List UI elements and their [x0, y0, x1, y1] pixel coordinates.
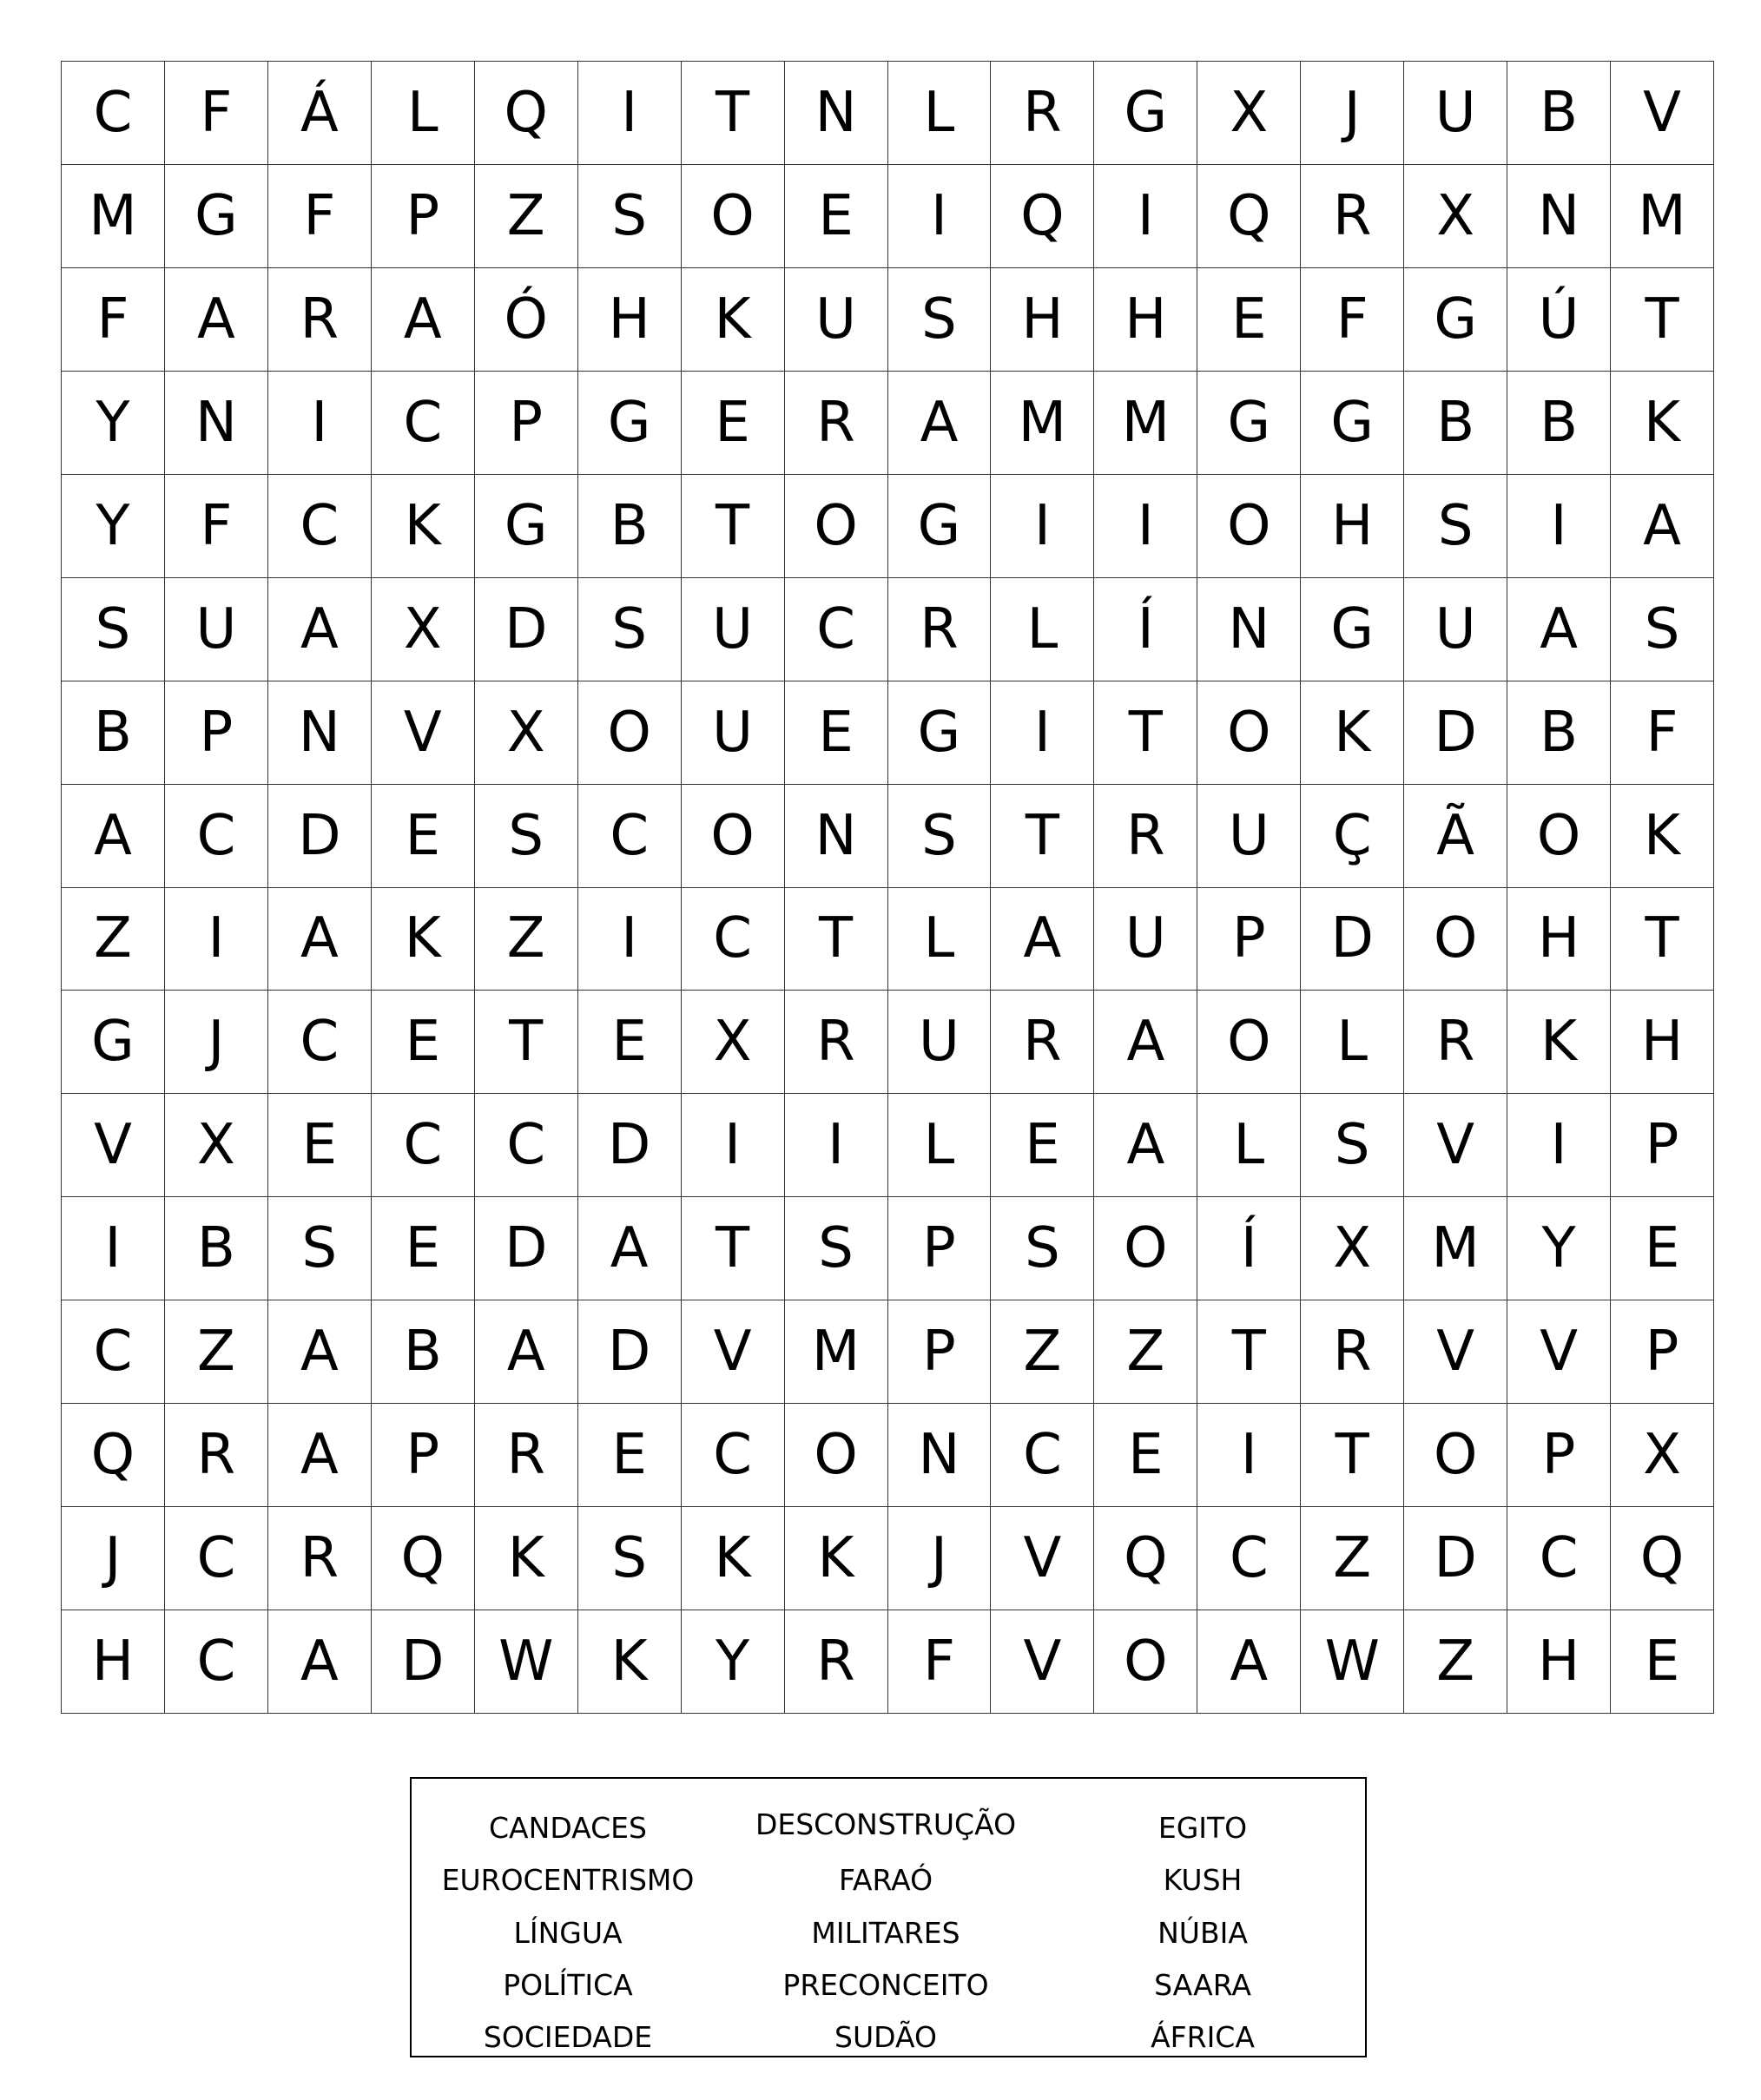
- grid-cell[interactable]: Y: [1507, 1197, 1611, 1300]
- grid-cell[interactable]: V: [372, 681, 475, 785]
- grid-cell[interactable]: F: [1301, 268, 1404, 372]
- grid-cell[interactable]: A: [888, 372, 992, 475]
- grid-cell[interactable]: Y: [682, 1610, 785, 1714]
- word-list-item: FARAÓ: [838, 1863, 933, 1897]
- grid-cell[interactable]: O: [1197, 681, 1301, 785]
- grid-cell[interactable]: T: [1197, 1300, 1301, 1404]
- grid-cell[interactable]: S: [888, 785, 992, 888]
- grid-cell[interactable]: O: [785, 1404, 888, 1507]
- grid-cell[interactable]: I: [1507, 475, 1611, 578]
- grid-cell[interactable]: D: [268, 785, 372, 888]
- grid-cell[interactable]: L: [372, 62, 475, 165]
- grid-cell[interactable]: B: [372, 1300, 475, 1404]
- grid-cell[interactable]: T: [682, 475, 785, 578]
- grid-cell[interactable]: T: [1094, 681, 1197, 785]
- grid-cell[interactable]: Q: [372, 1507, 475, 1610]
- grid-cell[interactable]: U: [165, 578, 268, 681]
- grid-cell[interactable]: V: [1404, 1094, 1507, 1197]
- grid-cell[interactable]: D: [475, 578, 578, 681]
- grid-cell[interactable]: P: [372, 165, 475, 268]
- grid-cell[interactable]: J: [888, 1507, 992, 1610]
- grid-cell[interactable]: C: [165, 1507, 268, 1610]
- grid-cell[interactable]: U: [1094, 888, 1197, 991]
- grid-cell[interactable]: O: [1404, 888, 1507, 991]
- grid-cell[interactable]: B: [1404, 372, 1507, 475]
- grid-cell[interactable]: Ç: [1301, 785, 1404, 888]
- grid-cell[interactable]: A: [1094, 991, 1197, 1094]
- grid-cell[interactable]: C: [268, 991, 372, 1094]
- grid-cell[interactable]: A: [578, 1197, 682, 1300]
- grid-cell[interactable]: E: [682, 372, 785, 475]
- grid-cell[interactable]: E: [578, 991, 682, 1094]
- grid-cell[interactable]: Z: [991, 1300, 1094, 1404]
- grid-cell[interactable]: X: [372, 578, 475, 681]
- grid-cell[interactable]: V: [1611, 62, 1714, 165]
- grid-cell[interactable]: N: [1197, 578, 1301, 681]
- grid-cell[interactable]: B: [1507, 681, 1611, 785]
- grid-cell[interactable]: O: [578, 681, 682, 785]
- grid-cell[interactable]: G: [888, 681, 992, 785]
- grid-cell[interactable]: A: [268, 888, 372, 991]
- grid-cell[interactable]: M: [1611, 165, 1714, 268]
- grid-cell[interactable]: H: [991, 268, 1094, 372]
- grid-cell[interactable]: A: [1507, 578, 1611, 681]
- grid-cell[interactable]: I: [991, 681, 1094, 785]
- grid-cell[interactable]: P: [475, 372, 578, 475]
- grid-cell[interactable]: L: [888, 62, 992, 165]
- grid-cell[interactable]: E: [1197, 268, 1301, 372]
- grid-cell[interactable]: X: [1404, 165, 1507, 268]
- word-list-item: DESCONSTRUÇÃO: [755, 1807, 1017, 1841]
- grid-cell[interactable]: I: [578, 62, 682, 165]
- grid-cell[interactable]: E: [372, 1197, 475, 1300]
- grid-cell[interactable]: I: [1094, 475, 1197, 578]
- grid-cell[interactable]: E: [785, 165, 888, 268]
- grid-cell[interactable]: S: [1404, 475, 1507, 578]
- grid-cell[interactable]: Q: [991, 165, 1094, 268]
- grid-cell[interactable]: E: [1611, 1610, 1714, 1714]
- grid-cell[interactable]: C: [62, 62, 165, 165]
- grid-cell[interactable]: X: [165, 1094, 268, 1197]
- grid-cell[interactable]: L: [888, 1094, 992, 1197]
- grid-cell[interactable]: V: [1507, 1300, 1611, 1404]
- grid-cell[interactable]: D: [1404, 1507, 1507, 1610]
- grid-cell[interactable]: J: [165, 991, 268, 1094]
- grid-cell[interactable]: H: [1507, 1610, 1611, 1714]
- grid-cell[interactable]: G: [1301, 578, 1404, 681]
- grid-cell[interactable]: Q: [1197, 165, 1301, 268]
- grid-cell[interactable]: P: [372, 1404, 475, 1507]
- grid-cell[interactable]: D: [372, 1610, 475, 1714]
- word-list-item: SOCIEDADE: [483, 2020, 653, 2054]
- grid-cell[interactable]: K: [372, 475, 475, 578]
- grid-cell[interactable]: Z: [1094, 1300, 1197, 1404]
- grid-cell[interactable]: D: [578, 1094, 682, 1197]
- grid-cell[interactable]: D: [1404, 681, 1507, 785]
- grid-cell[interactable]: F: [268, 165, 372, 268]
- grid-cell[interactable]: G: [1197, 372, 1301, 475]
- grid-cell[interactable]: T: [991, 785, 1094, 888]
- grid-cell[interactable]: S: [475, 785, 578, 888]
- grid-cell[interactable]: P: [1197, 888, 1301, 991]
- grid-cell[interactable]: P: [888, 1300, 992, 1404]
- grid-cell[interactable]: W: [1301, 1610, 1404, 1714]
- grid-cell[interactable]: S: [578, 1507, 682, 1610]
- grid-cell[interactable]: T: [475, 991, 578, 1094]
- grid-cell[interactable]: C: [165, 1610, 268, 1714]
- grid-cell[interactable]: Y: [62, 372, 165, 475]
- grid-cell[interactable]: S: [1611, 578, 1714, 681]
- grid-cell[interactable]: Í: [1094, 578, 1197, 681]
- grid-cell[interactable]: Q: [1611, 1507, 1714, 1610]
- grid-cell[interactable]: U: [1404, 578, 1507, 681]
- grid-cell[interactable]: R: [1301, 1300, 1404, 1404]
- grid-cell[interactable]: G: [62, 991, 165, 1094]
- grid-cell[interactable]: C: [62, 1300, 165, 1404]
- grid-cell[interactable]: T: [682, 1197, 785, 1300]
- grid-cell[interactable]: T: [785, 888, 888, 991]
- grid-cell[interactable]: B: [62, 681, 165, 785]
- grid-cell[interactable]: H: [1611, 991, 1714, 1094]
- grid-cell[interactable]: F: [1611, 681, 1714, 785]
- grid-cell[interactable]: B: [1507, 372, 1611, 475]
- grid-cell[interactable]: S: [268, 1197, 372, 1300]
- grid-cell[interactable]: N: [165, 372, 268, 475]
- grid-cell[interactable]: A: [991, 888, 1094, 991]
- grid-cell[interactable]: B: [1507, 62, 1611, 165]
- grid-cell[interactable]: I: [785, 1094, 888, 1197]
- grid-cell[interactable]: O: [1404, 1404, 1507, 1507]
- grid-cell[interactable]: X: [1197, 62, 1301, 165]
- grid-cell[interactable]: Z: [165, 1300, 268, 1404]
- grid-cell[interactable]: U: [785, 268, 888, 372]
- grid-cell[interactable]: I: [1197, 1404, 1301, 1507]
- grid-cell[interactable]: L: [1197, 1094, 1301, 1197]
- grid-cell[interactable]: H: [1094, 268, 1197, 372]
- grid-cell[interactable]: R: [785, 1610, 888, 1714]
- grid-cell[interactable]: M: [62, 165, 165, 268]
- grid-cell[interactable]: Ó: [475, 268, 578, 372]
- grid-cell[interactable]: O: [1197, 475, 1301, 578]
- grid-cell[interactable]: K: [682, 1507, 785, 1610]
- grid-cell[interactable]: A: [268, 1610, 372, 1714]
- grid-cell[interactable]: N: [888, 1404, 992, 1507]
- word-list-item: EUROCENTRISMO: [441, 1863, 695, 1897]
- grid-cell[interactable]: K: [1611, 372, 1714, 475]
- grid-cell[interactable]: A: [372, 268, 475, 372]
- grid-cell[interactable]: P: [1507, 1404, 1611, 1507]
- grid-cell[interactable]: C: [682, 888, 785, 991]
- grid-cell[interactable]: J: [62, 1507, 165, 1610]
- grid-cell[interactable]: H: [62, 1610, 165, 1714]
- grid-cell[interactable]: A: [268, 1404, 372, 1507]
- grid-cell[interactable]: R: [888, 578, 992, 681]
- grid-cell[interactable]: C: [1507, 1507, 1611, 1610]
- grid-cell[interactable]: D: [475, 1197, 578, 1300]
- grid-cell[interactable]: S: [991, 1197, 1094, 1300]
- grid-cell[interactable]: A: [268, 1300, 372, 1404]
- grid-cell[interactable]: G: [165, 165, 268, 268]
- grid-cell[interactable]: L: [1301, 991, 1404, 1094]
- word-list: [410, 1777, 1367, 2057]
- grid-cell[interactable]: O: [1094, 1610, 1197, 1714]
- grid-cell[interactable]: I: [62, 1197, 165, 1300]
- word-list-item: SAARA: [1154, 1968, 1251, 2002]
- grid-cell[interactable]: Z: [1404, 1610, 1507, 1714]
- grid-cell[interactable]: S: [578, 165, 682, 268]
- grid-cell[interactable]: D: [1301, 888, 1404, 991]
- grid-cell[interactable]: Í: [1197, 1197, 1301, 1300]
- grid-cell[interactable]: J: [1301, 62, 1404, 165]
- word-list-item: EGITO: [1158, 1811, 1248, 1845]
- grid-cell[interactable]: C: [372, 372, 475, 475]
- grid-cell[interactable]: F: [165, 475, 268, 578]
- grid-cell[interactable]: D: [578, 1300, 682, 1404]
- word-list-item: MILITARES: [811, 1916, 960, 1950]
- grid-cell[interactable]: G: [1404, 268, 1507, 372]
- grid-cell[interactable]: X: [1301, 1197, 1404, 1300]
- grid-cell[interactable]: R: [991, 62, 1094, 165]
- grid-cell[interactable]: U: [682, 681, 785, 785]
- grid-cell[interactable]: T: [1611, 268, 1714, 372]
- grid-cell[interactable]: O: [1197, 991, 1301, 1094]
- grid-cell[interactable]: E: [372, 991, 475, 1094]
- grid-cell[interactable]: I: [578, 888, 682, 991]
- grid-cell[interactable]: E: [785, 681, 888, 785]
- grid-cell[interactable]: R: [785, 372, 888, 475]
- grid-cell[interactable]: P: [165, 681, 268, 785]
- grid-cell[interactable]: O: [785, 475, 888, 578]
- grid-cell[interactable]: G: [888, 475, 992, 578]
- grid-cell[interactable]: R: [1301, 165, 1404, 268]
- grid-cell[interactable]: I: [268, 372, 372, 475]
- grid-cell[interactable]: Q: [62, 1404, 165, 1507]
- grid-cell[interactable]: Ú: [1507, 268, 1611, 372]
- grid-cell[interactable]: X: [682, 991, 785, 1094]
- grid-cell[interactable]: M: [991, 372, 1094, 475]
- grid-cell[interactable]: S: [1301, 1094, 1404, 1197]
- grid-cell[interactable]: R: [1094, 785, 1197, 888]
- grid-cell[interactable]: A: [62, 785, 165, 888]
- word-list-item: ÁFRICA: [1151, 2020, 1255, 2054]
- word-search-grid: [61, 61, 1714, 1714]
- grid-cell[interactable]: I: [682, 1094, 785, 1197]
- grid-cell[interactable]: S: [785, 1197, 888, 1300]
- grid-cell[interactable]: Ã: [1404, 785, 1507, 888]
- grid-cell[interactable]: O: [1094, 1197, 1197, 1300]
- grid-cell[interactable]: C: [578, 785, 682, 888]
- grid-cell[interactable]: N: [785, 785, 888, 888]
- grid-cell[interactable]: V: [991, 1507, 1094, 1610]
- grid-cell[interactable]: P: [888, 1197, 992, 1300]
- grid-cell[interactable]: O: [682, 165, 785, 268]
- grid-cell[interactable]: C: [682, 1404, 785, 1507]
- grid-cell[interactable]: H: [1301, 475, 1404, 578]
- word-list-item: PRECONCEITO: [782, 1968, 989, 2002]
- grid-cell[interactable]: Z: [1301, 1507, 1404, 1610]
- grid-cell[interactable]: K: [1507, 991, 1611, 1094]
- grid-cell[interactable]: X: [1611, 1404, 1714, 1507]
- grid-cell[interactable]: N: [268, 681, 372, 785]
- grid-cell[interactable]: E: [1611, 1197, 1714, 1300]
- grid-cell[interactable]: Y: [62, 475, 165, 578]
- grid-cell[interactable]: A: [1094, 1094, 1197, 1197]
- grid-cell[interactable]: X: [475, 681, 578, 785]
- grid-cell[interactable]: C: [268, 475, 372, 578]
- grid-cell[interactable]: A: [475, 1300, 578, 1404]
- grid-cell[interactable]: R: [1404, 991, 1507, 1094]
- grid-cell[interactable]: U: [888, 991, 992, 1094]
- grid-cell[interactable]: V: [62, 1094, 165, 1197]
- grid-cell[interactable]: U: [1197, 785, 1301, 888]
- word-list-item: LÍNGUA: [513, 1916, 623, 1950]
- grid-cell[interactable]: I: [1094, 165, 1197, 268]
- grid-cell[interactable]: B: [578, 475, 682, 578]
- grid-cell[interactable]: Z: [475, 888, 578, 991]
- word-list-item: SUDÃO: [834, 2020, 937, 2054]
- grid-cell[interactable]: O: [682, 785, 785, 888]
- grid-cell[interactable]: M: [1404, 1197, 1507, 1300]
- grid-cell[interactable]: A: [1611, 475, 1714, 578]
- grid-cell[interactable]: V: [1404, 1300, 1507, 1404]
- grid-cell[interactable]: C: [785, 578, 888, 681]
- grid-cell[interactable]: I: [165, 888, 268, 991]
- grid-cell[interactable]: R: [991, 991, 1094, 1094]
- grid-cell[interactable]: N: [1507, 165, 1611, 268]
- grid-cell[interactable]: W: [475, 1610, 578, 1714]
- grid-cell[interactable]: K: [785, 1507, 888, 1610]
- grid-cell[interactable]: E: [991, 1094, 1094, 1197]
- word-list-item: KUSH: [1163, 1863, 1243, 1897]
- grid-cell[interactable]: M: [785, 1300, 888, 1404]
- grid-cell[interactable]: K: [1611, 785, 1714, 888]
- grid-cell[interactable]: R: [785, 991, 888, 1094]
- grid-cell[interactable]: E: [1094, 1404, 1197, 1507]
- grid-cell[interactable]: Q: [1094, 1507, 1197, 1610]
- grid-cell[interactable]: S: [888, 268, 992, 372]
- grid-cell[interactable]: H: [578, 268, 682, 372]
- grid-cell[interactable]: O: [1507, 785, 1611, 888]
- word-list-item: NÚBIA: [1158, 1916, 1248, 1950]
- grid-cell[interactable]: G: [475, 475, 578, 578]
- grid-cell[interactable]: V: [682, 1300, 785, 1404]
- grid-cell[interactable]: Z: [475, 165, 578, 268]
- grid-cell[interactable]: K: [1301, 681, 1404, 785]
- grid-cell[interactable]: S: [578, 578, 682, 681]
- grid-cell[interactable]: K: [578, 1610, 682, 1714]
- grid-cell[interactable]: I: [888, 165, 992, 268]
- grid-cell[interactable]: C: [991, 1404, 1094, 1507]
- grid-cell[interactable]: Z: [62, 888, 165, 991]
- grid-cell[interactable]: L: [991, 578, 1094, 681]
- grid-cell[interactable]: L: [888, 888, 992, 991]
- grid-cell[interactable]: A: [165, 268, 268, 372]
- grid-cell[interactable]: B: [165, 1197, 268, 1300]
- word-list-item: CANDACES: [489, 1811, 647, 1845]
- grid-cell[interactable]: U: [1404, 62, 1507, 165]
- grid-cell[interactable]: F: [62, 268, 165, 372]
- grid-cell[interactable]: P: [1611, 1094, 1714, 1197]
- grid-cell[interactable]: V: [991, 1610, 1094, 1714]
- grid-cell[interactable]: A: [1197, 1610, 1301, 1714]
- grid-cell[interactable]: T: [1301, 1404, 1404, 1507]
- grid-cell[interactable]: F: [165, 62, 268, 165]
- grid-cell[interactable]: T: [682, 62, 785, 165]
- grid-cell[interactable]: P: [1611, 1300, 1714, 1404]
- grid-cell[interactable]: Á: [268, 62, 372, 165]
- grid-cell[interactable]: A: [268, 578, 372, 681]
- word-list-item: POLÍTICA: [503, 1968, 633, 2002]
- grid-cell[interactable]: R: [165, 1404, 268, 1507]
- grid-cell[interactable]: I: [991, 475, 1094, 578]
- grid-cell[interactable]: G: [1094, 62, 1197, 165]
- grid-cell[interactable]: E: [268, 1094, 372, 1197]
- grid-cell[interactable]: C: [165, 785, 268, 888]
- grid-cell[interactable]: K: [682, 268, 785, 372]
- grid-cell[interactable]: C: [475, 1094, 578, 1197]
- grid-cell[interactable]: U: [682, 578, 785, 681]
- grid-cell[interactable]: K: [475, 1507, 578, 1610]
- grid-cell[interactable]: E: [578, 1404, 682, 1507]
- grid-cell[interactable]: K: [372, 888, 475, 991]
- grid-cell[interactable]: H: [1507, 888, 1611, 991]
- grid-cell[interactable]: C: [1197, 1507, 1301, 1610]
- grid-cell[interactable]: F: [888, 1610, 992, 1714]
- grid-cell[interactable]: R: [475, 1404, 578, 1507]
- grid-cell[interactable]: Q: [475, 62, 578, 165]
- grid-cell[interactable]: I: [1507, 1094, 1611, 1197]
- grid-cell[interactable]: M: [1094, 372, 1197, 475]
- grid-cell[interactable]: E: [372, 785, 475, 888]
- grid-cell[interactable]: G: [1301, 372, 1404, 475]
- grid-cell[interactable]: S: [62, 578, 165, 681]
- grid-cell[interactable]: T: [1611, 888, 1714, 991]
- grid-cell[interactable]: R: [268, 1507, 372, 1610]
- grid-cell[interactable]: N: [785, 62, 888, 165]
- grid-cell[interactable]: G: [578, 372, 682, 475]
- grid-cell[interactable]: R: [268, 268, 372, 372]
- grid-cell[interactable]: C: [372, 1094, 475, 1197]
